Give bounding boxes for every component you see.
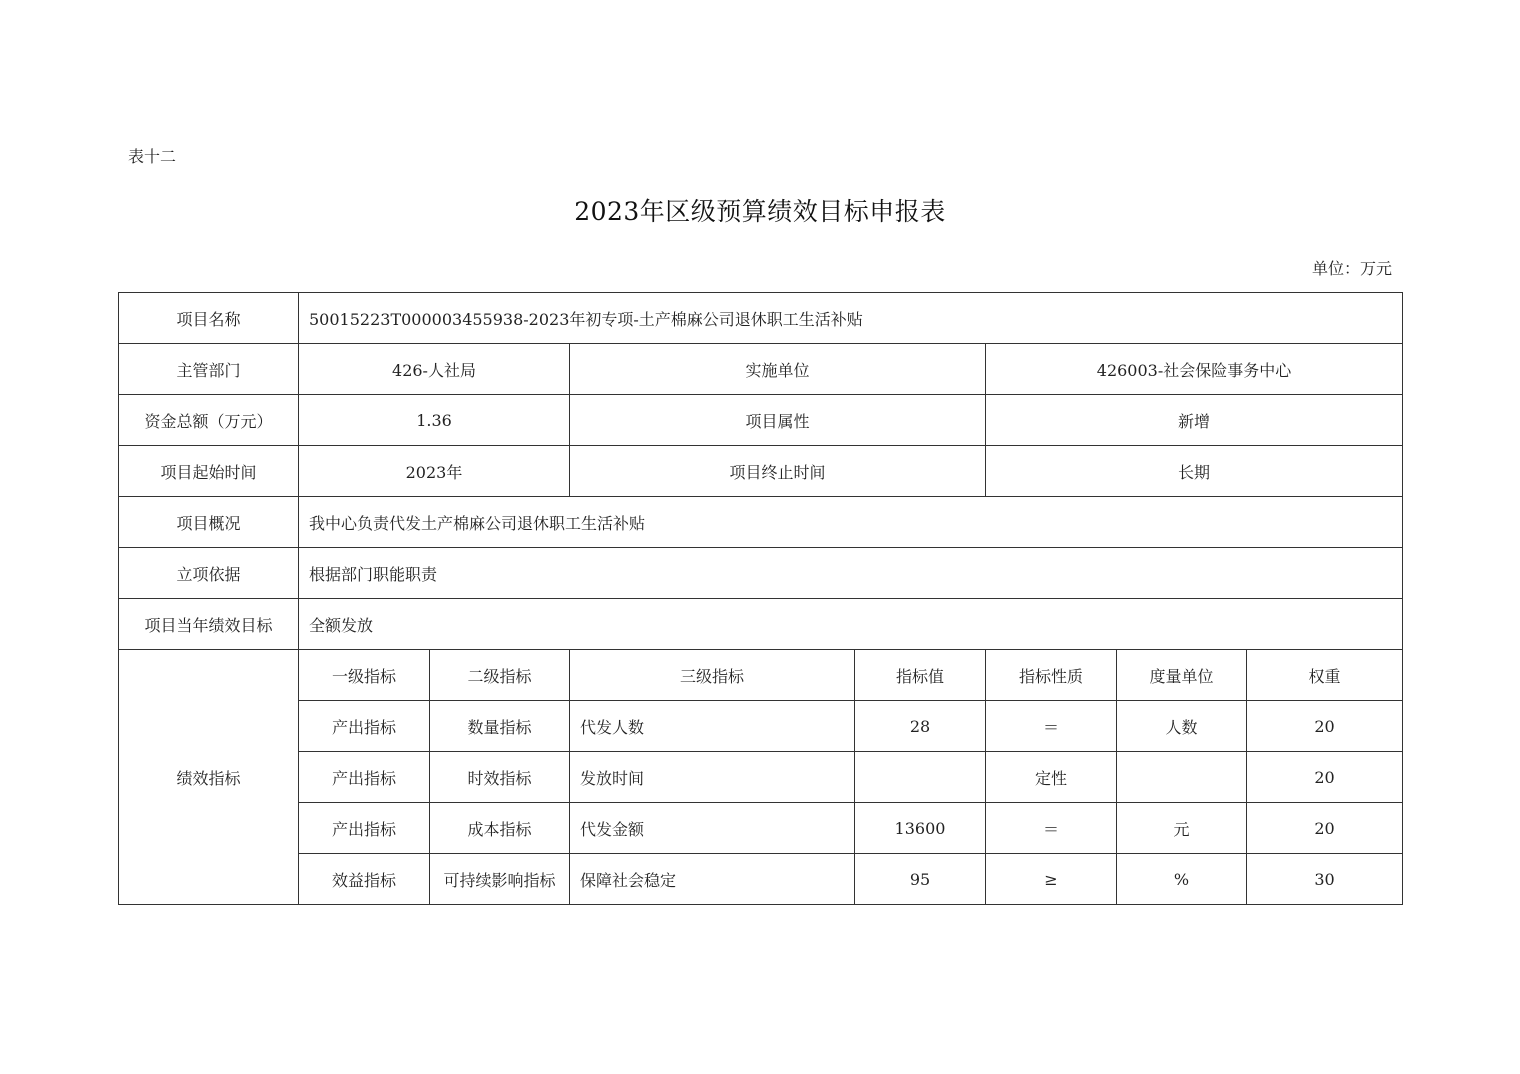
- table-row: [119, 344, 1403, 395]
- indicator-nature: 定性: [986, 752, 1117, 803]
- overview-label: 项目概况: [119, 497, 299, 548]
- indicator-level2: 数量指标: [430, 701, 570, 752]
- indicator-unit: 元: [1117, 803, 1247, 854]
- indicators-section-label: 绩效指标: [119, 650, 299, 905]
- end-label: 项目终止时间: [570, 446, 986, 497]
- indicator-weight: 20: [1247, 752, 1403, 803]
- indicator-level3: 代发人数: [570, 701, 855, 752]
- header-level3: 三级指标: [570, 650, 855, 701]
- indicator-level3: 保障社会稳定: [570, 854, 855, 905]
- funds-value: 1.36: [299, 395, 570, 446]
- indicator-value: 13600: [855, 803, 986, 854]
- indicator-unit: 人数: [1117, 701, 1247, 752]
- table-row: [119, 497, 1403, 548]
- indicator-level1: 产出指标: [299, 803, 430, 854]
- indicator-level3: 代发金额: [570, 803, 855, 854]
- start-label: 项目起始时间: [119, 446, 299, 497]
- indicator-header-row: [119, 650, 1403, 701]
- table-row: [119, 395, 1403, 446]
- project-name-label: 项目名称: [119, 293, 299, 344]
- indicator-nature: ≥: [986, 854, 1117, 905]
- basis-label: 立项依据: [119, 548, 299, 599]
- table-row: [119, 599, 1403, 650]
- page-title: 2023年区级预算绩效目标申报表: [574, 197, 946, 226]
- dept-label: 主管部门: [119, 344, 299, 395]
- indicator-level3: 发放时间: [570, 752, 855, 803]
- indicator-nature: ＝: [986, 803, 1117, 854]
- header-level2: 二级指标: [430, 650, 570, 701]
- start-value: 2023年: [299, 446, 570, 497]
- indicator-row: [119, 803, 1403, 854]
- indicator-weight: 20: [1247, 701, 1403, 752]
- attr-value: 新增: [986, 395, 1403, 446]
- header-value: 指标值: [855, 650, 986, 701]
- indicator-level1: 产出指标: [299, 752, 430, 803]
- goal-value: 全额发放: [299, 599, 1403, 650]
- indicator-level2: 时效指标: [430, 752, 570, 803]
- project-name-value: 50015223T000003455938-2023年初专项-土产棉麻公司退休职工生活补贴: [299, 293, 1403, 344]
- indicator-level1: 效益指标: [299, 854, 430, 905]
- indicator-level2: 成本指标: [430, 803, 570, 854]
- basis-value: 根据部门职能职责: [299, 548, 1403, 599]
- indicator-weight: 30: [1247, 854, 1403, 905]
- indicator-unit: %: [1117, 854, 1247, 905]
- indicator-level1: 产出指标: [299, 701, 430, 752]
- report-table: [118, 292, 1403, 905]
- table-number-label: 表十二: [128, 147, 177, 166]
- funds-label: 资金总额（万元）: [119, 395, 299, 446]
- indicator-unit: [1117, 752, 1247, 803]
- header-level1: 一级指标: [299, 650, 430, 701]
- indicator-row: [119, 752, 1403, 803]
- indicator-weight: 20: [1247, 803, 1403, 854]
- end-value: 长期: [986, 446, 1403, 497]
- table-row: [119, 548, 1403, 599]
- header-nature: 指标性质: [986, 650, 1117, 701]
- dept-value: 426-人社局: [299, 344, 570, 395]
- attr-label: 项目属性: [570, 395, 986, 446]
- indicator-value: 28: [855, 701, 986, 752]
- indicator-nature: ＝: [986, 701, 1117, 752]
- goal-label: 项目当年绩效目标: [119, 599, 299, 650]
- table-row: [119, 446, 1403, 497]
- impl-unit-value: 426003-社会保险事务中心: [986, 344, 1403, 395]
- impl-unit-label: 实施单位: [570, 344, 986, 395]
- indicator-level2: 可持续影响指标: [430, 854, 570, 905]
- indicator-row: [119, 854, 1403, 905]
- unit-note: 单位：万元: [1311, 259, 1392, 278]
- overview-value: 我中心负责代发土产棉麻公司退休职工生活补贴: [299, 497, 1403, 548]
- header-weight: 权重: [1247, 650, 1403, 701]
- table-row: [119, 293, 1403, 344]
- indicator-value: [855, 752, 986, 803]
- header-unit: 度量单位: [1117, 650, 1247, 701]
- indicator-row: [119, 701, 1403, 752]
- indicator-value: 95: [855, 854, 986, 905]
